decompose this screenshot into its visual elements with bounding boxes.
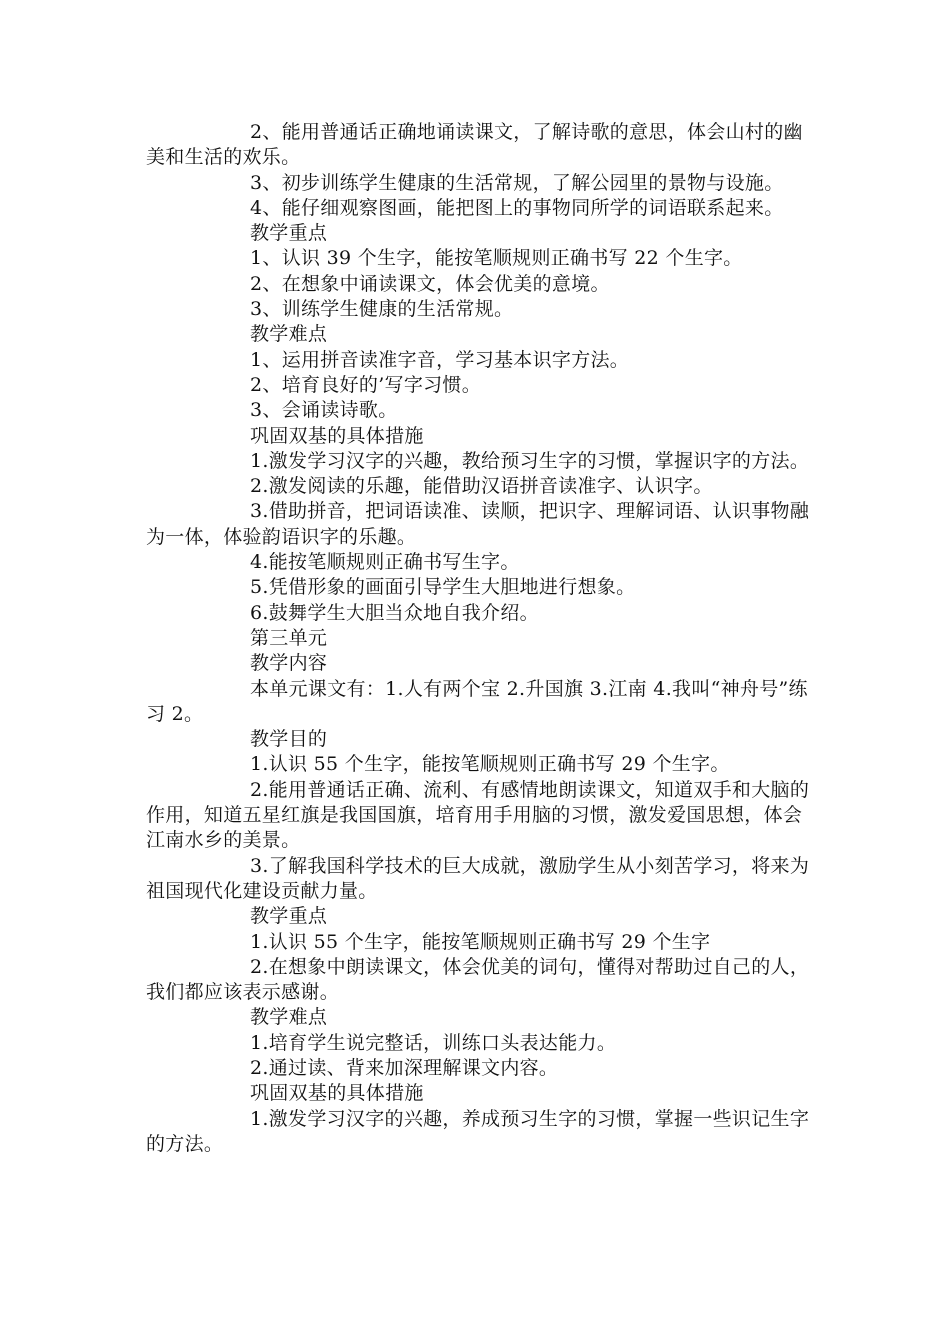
unit-heading: 第三单元	[250, 626, 328, 649]
section-heading: 教学内容	[250, 652, 328, 675]
paragraph: 4、能仔细观察图画，能把图上的事物同所学的词语联系起来。	[250, 196, 784, 219]
paragraph: 2、能用普通话正确地诵读课文，了解诗歌的意思，体会山村的幽美和生活的欢乐。	[146, 121, 803, 169]
paragraph: 2.能用普通话正确、流利、有感情地朗读课文，知道双手和大脑的作用，知道五星红旗是我国国旗，培育用手用脑的习惯，激发爱国思想，体会江南水乡的美景。	[146, 778, 810, 852]
paragraph: 2.在想象中朗读课文，体会优美的词句，懂得对帮助过自己的人，我们都应该表示感谢。	[146, 955, 810, 1004]
paragraph: 本单元课文有：1.人有两个宝 2.升国旗 3.江南 4.我叫“神舟号”练习 2。	[146, 677, 808, 725]
paragraph: 1.认识 55 个生字，能按笔顺规则正确书写 29 个生字	[250, 930, 711, 953]
paragraph: 1.认识 55 个生字，能按笔顺规则正确书写 29 个生字。	[250, 753, 730, 776]
paragraph: 1.激发学习汉字的兴趣，养成预习生字的习惯，掌握一些识记生字的方法。	[146, 1107, 810, 1155]
paragraph: 4.能按笔顺规则正确书写生字。	[250, 551, 520, 574]
paragraph: 3.了解我国科学技术的巨大成就，激励学生从小刻苦学习，将来为祖国现代化建设贡献力量。	[146, 854, 810, 902]
paragraph: 6.鼓舞学生大胆当众地自我介绍。	[250, 601, 539, 624]
paragraph: 3、会诵读诗歌。	[250, 399, 398, 422]
section-heading: 教学目的	[250, 728, 328, 751]
section-heading: 教学难点	[250, 323, 328, 346]
paragraph: 5.凭借形象的画面引导学生大胆地进行想象。	[250, 576, 636, 599]
section-heading: 巩固双基的具体措施	[250, 424, 424, 447]
paragraph: 3、初步训练学生健康的生活常规，了解公园里的景物与设施。	[250, 171, 784, 194]
paragraph: 2.通过读、背来加深理解课文内容。	[250, 1056, 559, 1079]
paragraph: 1.培育学生说完整话，训练口头表达能力。	[250, 1031, 617, 1054]
section-heading: 教学难点	[250, 1006, 328, 1029]
paragraph: 2、在想象中诵读课文，体会优美的意境。	[250, 272, 610, 295]
paragraph: 2、培育良好的’写字习惯。	[250, 373, 482, 396]
paragraph: 1、认识 39 个生字，能按笔顺规则正确书写 22 个生字。	[250, 247, 743, 270]
section-heading: 教学重点	[250, 222, 328, 245]
paragraph: 1、运用拼音读准字音，学习基本识字方法。	[250, 348, 630, 371]
paragraph: 2.激发阅读的乐趣，能借助汉语拼音读准字、认识字。	[250, 475, 713, 498]
section-heading: 教学重点	[250, 905, 328, 928]
paragraph: 3、训练学生健康的生活常规。	[250, 298, 514, 321]
section-heading: 巩固双基的具体措施	[250, 1082, 424, 1105]
paragraph: 3.借助拼音，把词语读准、读顺，把识字、理解词语、认识事物融为一体，体验韵语识字的乐趣。	[146, 500, 810, 548]
paragraph: 1.激发学习汉字的兴趣，教给预习生字的习惯，掌握识字的方法。	[250, 449, 810, 472]
document-body	[146, 120, 816, 1157]
